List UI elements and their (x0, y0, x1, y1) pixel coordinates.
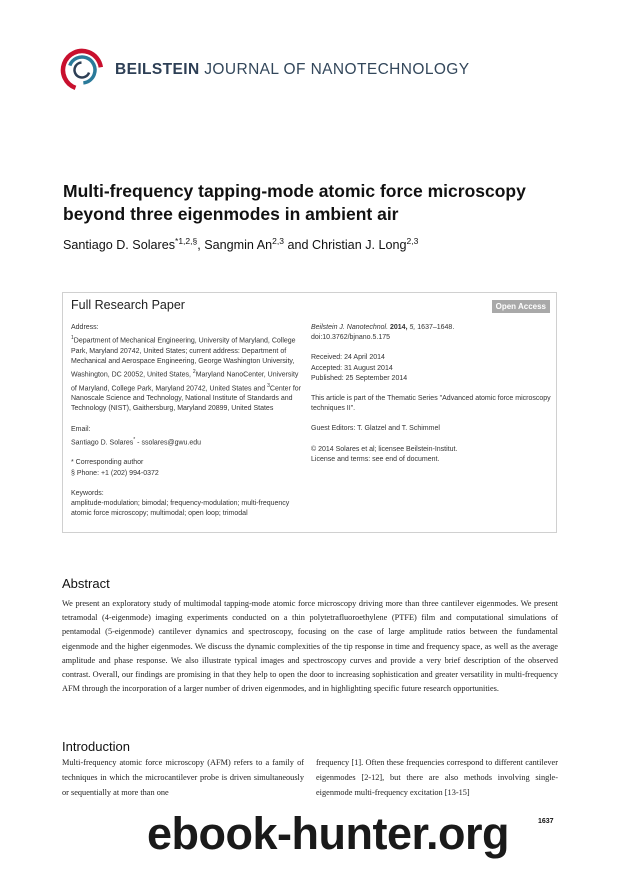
journal-subtitle: JOURNAL OF NANOTECHNOLOGY (204, 61, 470, 78)
affiliation-text: Maryland NanoCenter, University of Maryland, College Park, Maryland 20742, United States and (71, 371, 299, 392)
affiliation-marker: 3 (267, 382, 270, 389)
email-author: Santiago D. Solares (71, 439, 134, 447)
introduction-column-left: Multi-frequency atomic force microscopy (AFM) refers to a family of techniques in which the microcantilever probe is driven simultaneously or sequentially at more than one (62, 758, 304, 797)
info-left-column (71, 323, 301, 529)
author-affiliation: *1,2,§ (175, 236, 198, 246)
keywords-label: Keywords: (71, 489, 104, 497)
citation-volume: 5, (409, 324, 416, 331)
open-access-badge: Open Access (492, 300, 550, 313)
journal-header (60, 48, 480, 92)
author-separator: and (283, 238, 312, 253)
page-number: 1637 (538, 818, 554, 825)
accepted-date: Accepted: 31 August 2014 (311, 364, 393, 372)
address-block (71, 323, 301, 415)
introduction-heading: Introduction (62, 739, 130, 754)
introduction-column-right: frequency [1]. Often these frequencies correspond to different cantilever eigenmodes [2-12], but there are also methods involving single-eigenmode multi-frequency excitation [13-15] (316, 758, 558, 797)
email-block (71, 425, 301, 449)
author-name: Sangmin An (204, 238, 273, 253)
article-title: Multi-frequency tapping-mode atomic force microscopy beyond three eigenmodes in ambient air (63, 181, 526, 224)
address-label: Address: (71, 324, 99, 331)
beilstein-logo-icon (60, 48, 104, 92)
citation-year: 2014, (390, 324, 408, 331)
journal-name (115, 61, 470, 79)
published-date: Published: 25 September 2014 (311, 374, 408, 382)
corresponding-author-note: * Corresponding author (71, 459, 144, 467)
doi-link[interactable]: doi:10.3762/bjnano.5.175 (311, 334, 391, 342)
author-affiliation: 2,3 (406, 236, 419, 246)
abstract-text: We present an exploratory study of multimodal tapping-mode atomic force microscopy driving more than three cantilever eigenmodes. We present tetramodal (4-eigenmode) imaging experiments conducted on a thin polytetrafluoroethylene (PTFE) film and computational simulations of pentamodal (5-eigenmode) cantilever dynamics and spectroscopy, focusing on the case of large amplitude ratios between the fundamental eigenmode and the higher eigenmodes. We discuss the dynamic complexities of the tip response in time and frequency space, as well as the average amplitude and phase response. We also illustrate typical images and spectroscopy curves and provide a very brief description of the observed contrast. Overall, our findings are promising in that they help to open the door to increasing sophistication and greater versatility in multi-frequency AFM through the incorporation of a larger number of driven eigenmodes, and in highlighting specific future research opportunities. (62, 599, 558, 694)
dates-block (311, 353, 551, 384)
affiliation-marker: 1 (71, 335, 74, 342)
paper-type: Full Research Paper (71, 298, 185, 312)
citation-block (311, 323, 551, 343)
author-name: Santiago D. Solares (63, 238, 176, 253)
copyright-note: © 2014 Solares et al; licensee Beilstein-Institut. (311, 445, 458, 453)
citation-journal: Beilstein J. Nanotechnol. (311, 324, 389, 331)
info-right-column (311, 323, 551, 475)
guest-editors: Guest Editors: T. Glatzel and T. Schimmel (311, 425, 440, 433)
citation-pages: 1637–1648. (417, 324, 455, 331)
phone-note: § Phone: +1 (202) 994-0372 (71, 469, 159, 477)
abstract-heading: Abstract (62, 576, 110, 591)
affiliation-text: Center for Nanoscale Science and Technology, National Institute of Standards and Technology (NIST), Gaithersburg, Maryland 20899, United States (71, 385, 302, 413)
author-name: Christian J. Long (312, 238, 407, 253)
email-link[interactable]: - ssolares@gwu.edu (135, 439, 202, 447)
journal-brand: BEILSTEIN (115, 61, 200, 78)
license-note: License and terms: see end of document. (311, 455, 440, 463)
contact-block (71, 458, 301, 478)
author-affiliation: 2,3 (272, 236, 284, 246)
thematic-series-note[interactable]: This article is part of the Thematic Series "Advanced atomic force microscopy techniques II". (311, 395, 551, 413)
article-info-box (62, 292, 557, 533)
affiliation-marker: 2 (192, 369, 196, 376)
copyright-block (311, 445, 551, 465)
keywords-list: amplitude-modulation; bimodal; frequency-modulation; multi-frequency atomic force microscopy; multimodal; open loop; trimodal (71, 499, 290, 518)
watermark: ebook-hunter.org (147, 808, 509, 859)
author-separator: , (197, 238, 205, 253)
email-author-marker: * (133, 436, 136, 443)
received-date: Received: 24 April 2014 (311, 354, 385, 362)
email-label: Email: (71, 425, 91, 433)
author-list (63, 236, 563, 252)
affiliation-text: Department of Mechanical Engineering, University of Maryland, College Park, Maryland 20742, United States; current address: Department of Mechanical and Aerospace Engineering, George Washington University, Washington, DC 20052, United States, (71, 337, 296, 379)
keywords-block (71, 489, 301, 520)
